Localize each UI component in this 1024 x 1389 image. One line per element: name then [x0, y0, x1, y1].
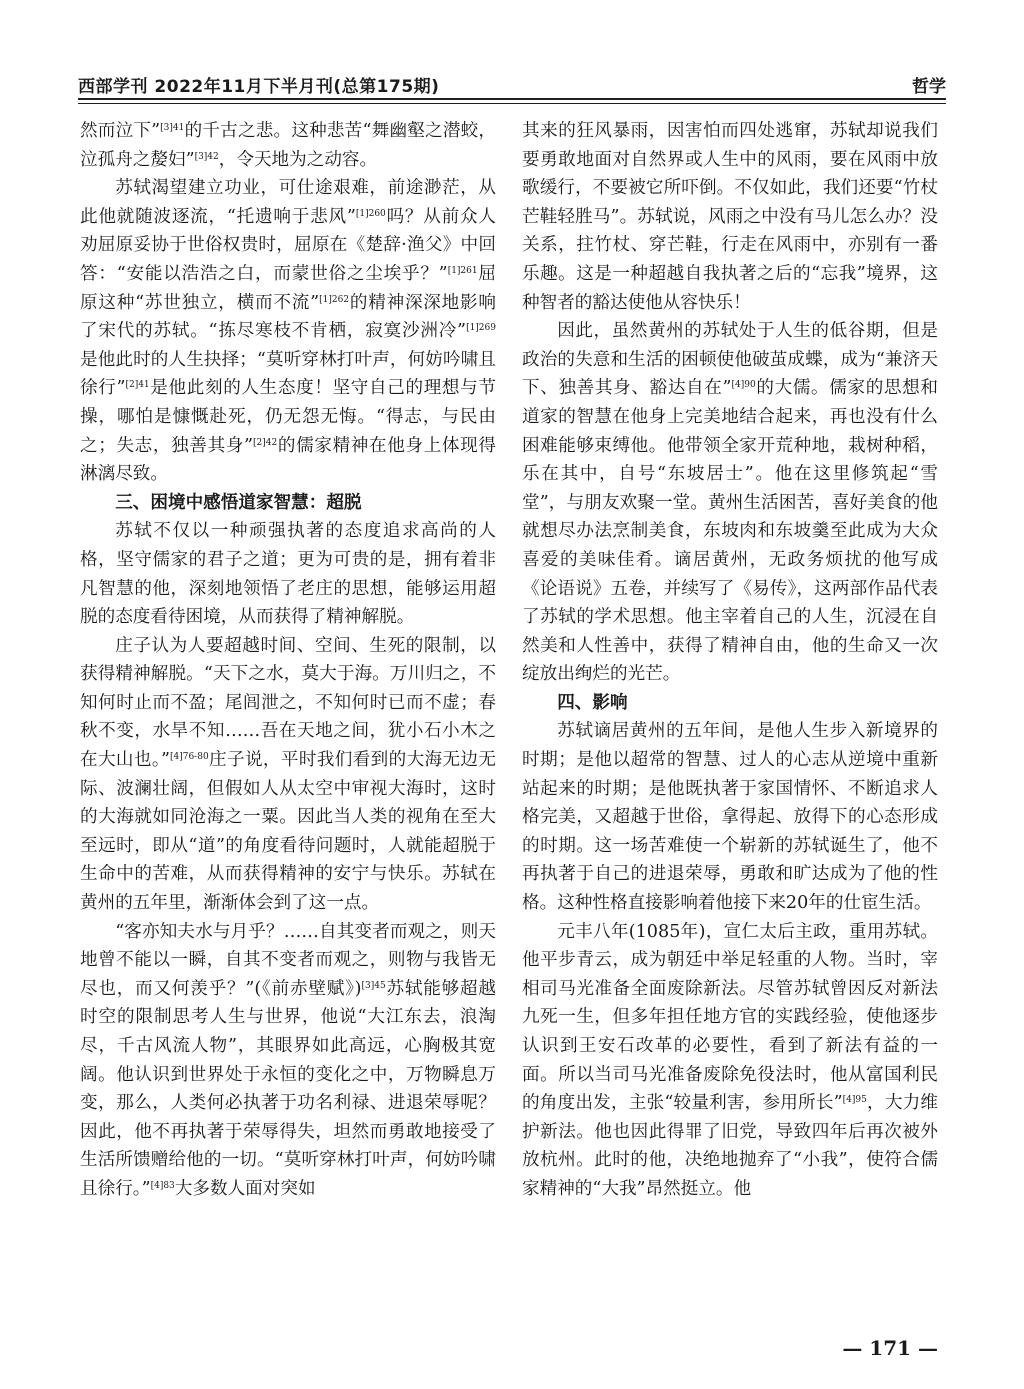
citation: [3]45: [361, 980, 386, 991]
header-rule-thin: [78, 103, 946, 104]
citation: [3]41: [160, 123, 185, 133]
paragraph: 苏轼渴望建立功业，可仕途艰难，前途渺茫，从此他就随波逐流，“托遗响于悲风”$^{[1]260}$吗？从前众人劝屈原妥协于世俗权贵时，屈原在《楚辞·渔父》中回答：“安能以浩浩之白，而蒙世俗之尘埃乎？”$^{[1]261}$屈原这种“苏世独立，横而不流”$^{[1]262}$的精神深深地影响了宋代的苏轼。“拣尽寒枝不肯栖，寂寞沙洲冷”$^{[1]269}$是他此时的人生抉择；“莫听穿林打叶声，何妨吟啸且徐行”$^{[2]41}$是他此刻的人生态度！坚守自己的理想与节操，哪怕是慷慨赴死，仍无怨无悔。“得志，与民由之；失志，独善其身”$^{[2]42}$的儒家精神在他身上体现得淋漓尽致。: [80, 178, 496, 485]
citation: [4]76-80: [169, 752, 209, 763]
citation: [4]95: [842, 1095, 867, 1106]
running-header: [78, 70, 946, 100]
page-number: — 171 —: [842, 1336, 938, 1360]
citation: [4]90: [731, 380, 756, 391]
paragraph: 庄子认为人要超越时间、空间、生死的限制，以获得精神解脱。“天下之水，莫大于海。万川归之，不知何时止而不盈；尾闾泄之，不知何时已而不虚；春秋不变，水旱不知……吾在天地之间，犹小石小木之在大山也。”$^{[4]76-80}$庄子说，平时我们看到的大海无边无际、波澜壮阔，但假如人从太空中审视大海时，这时的大海就如同沧海之一粟。因此当人类的视角在至大至远时，即从“道”的角度看待问题时，人就能超脱于生命中的苦难，从而获得精神的安宁与快乐。苏轼在黄州的五年里，渐渐体会到了这一点。: [80, 635, 496, 914]
section-heading: 三、困境中感悟道家智慧：超脱: [115, 492, 362, 513]
paragraph: “客亦知夫水与月乎？……自其变者而观之，则天地曾不能以一瞬，自其不变者而观之，则物与我皆无尽也，而又何羡乎？”(《前赤壁赋》)$^{[3]45}$苏轼能够超越时空的限制思考人生与世界，他说“大江东去，浪淘尽，千古风流人物”，其眼界如此高远，心胸极其宽阔。他认识到世界处于永恒的变化之中，万物瞬息万变，那么，人类何必执著于功名利禄、进退荣辱呢？因此，他不再执著于荣辱得失，坦然而勇敢地接受了生活所馈赠给他的一切。“莫听穿林打叶声，何妨吟啸且徐行。”$^{[4]83}$大多数人面对突如: [80, 921, 496, 1199]
citation: [2]42: [253, 437, 278, 448]
paragraph: 然而泣下”$^{[3]41}$的千古之悲。这种悲苦“舞幽壑之潜蛟，泣孤舟之嫠妇”$^{[3]42}$，令天地为之动容。: [80, 121, 497, 170]
paragraph: 苏轼谪居黄州的五年间，是他人生步入新境界的时期；是他以超常的智慧、过人的心志从逆境中重新站起来的时期；是他既执著于家国情怀、不断追求人格完美，又超越于世俗，拿得起、放得下的心态形成的时期。这一场苦难使一个崭新的苏轼诞生了，他不再执著于自己的进退荣辱，勇敢和旷达成为了他的性格。这种性格直接影响着他接下来20年的仕宦生活。: [522, 721, 938, 914]
citation: [1]269: [466, 323, 496, 334]
paragraph: 苏轼不仅以一种顽强执著的态度追求高尚的人格，坚守儒家的君子之道；更为可贵的是，拥有着非凡智慧的他，深刻地领悟了老庄的思想，能够运用超脱的态度看待困境，从而获得了精神解脱。: [80, 521, 496, 628]
left-column: [80, 117, 496, 1204]
paragraph: 其来的狂风暴雨，因害怕而四处逃窜，苏轼却说我们要勇敢地面对自然界或人生中的风雨，要在风雨中放歌缓行，不要被它所吓倒。不仅如此，我们还要“竹杖芒鞋轻胜马”。苏轼说，风雨之中没有马儿怎么办？没关系，拄竹杖、穿芒鞋，行走在风雨中，亦别有一番乐趣。这是一种超越自我执著之后的“忘我”境界，这种智者的豁达使他从容快乐！: [522, 121, 938, 313]
right-column: [522, 117, 938, 1204]
citation: [4]83: [150, 1180, 175, 1191]
header-rule-thick: [78, 98, 946, 100]
paragraph: 因此，虽然黄州的苏轼处于人生的低谷期，但是政治的失意和生活的困顿使他破茧成蝶，成为“兼济天下、独善其身、豁达自在”$^{[4]90}$的大儒。儒家的思想和道家的智慧在他身上完美地结合起来，再也没有什么困难能够束缚他。他带领全家开荒种地，栽树种稻，乐在其中，自号“东坡居士”。他在这里修筑起“雪堂”，与朋友欢聚一堂。黄州生活困苦，喜好美食的他就想尽办法烹制美食，东坡肉和东坡羹至此成为大众喜爱的美味佳肴。谪居黄州，无政务烦扰的他写成《论语说》五卷，并续写了《易传》，这两部作品代表了苏轼的学术思想。他主宰着自己的人生，沉浸在自然美和人性善中，获得了精神自由，他的生命又一次绽放出绚烂的光芒。: [522, 321, 938, 685]
citation: [1]261: [447, 265, 478, 276]
citation: [2]41: [125, 380, 150, 391]
section-heading: 四、影响: [557, 692, 628, 713]
section-label: 哲学: [912, 77, 946, 97]
paragraph: 元丰八年(1085年)，宣仁太后主政，重用苏轼。他平步青云，成为朝廷中举足轻重的人物。当时，宰相司马光准备全面废除新法。尽管苏轼曾因反对新法九死一生，但多年担任地方官的实践经验，使他逐步认识到王安石改革的必要性，看到了新法有益的一面。所以当司马光准备废除免役法时，他从富国利民的角度出发，主张“较量利害，参用所长”$^{[4]95}$，大力维护新法。他也因此得罪了旧党，导致四年后再次被外放杭州。此时的他，决绝地抛弃了“小我”，使符合儒家精神的“大我”昂然挺立。他: [522, 921, 938, 1199]
citation: [3]42: [194, 151, 219, 162]
publication-title: 西部学刊 2022年11月下半月刊(总第175期): [78, 77, 440, 97]
citation: [1]260: [355, 208, 386, 219]
citation: [1]262: [319, 294, 350, 305]
